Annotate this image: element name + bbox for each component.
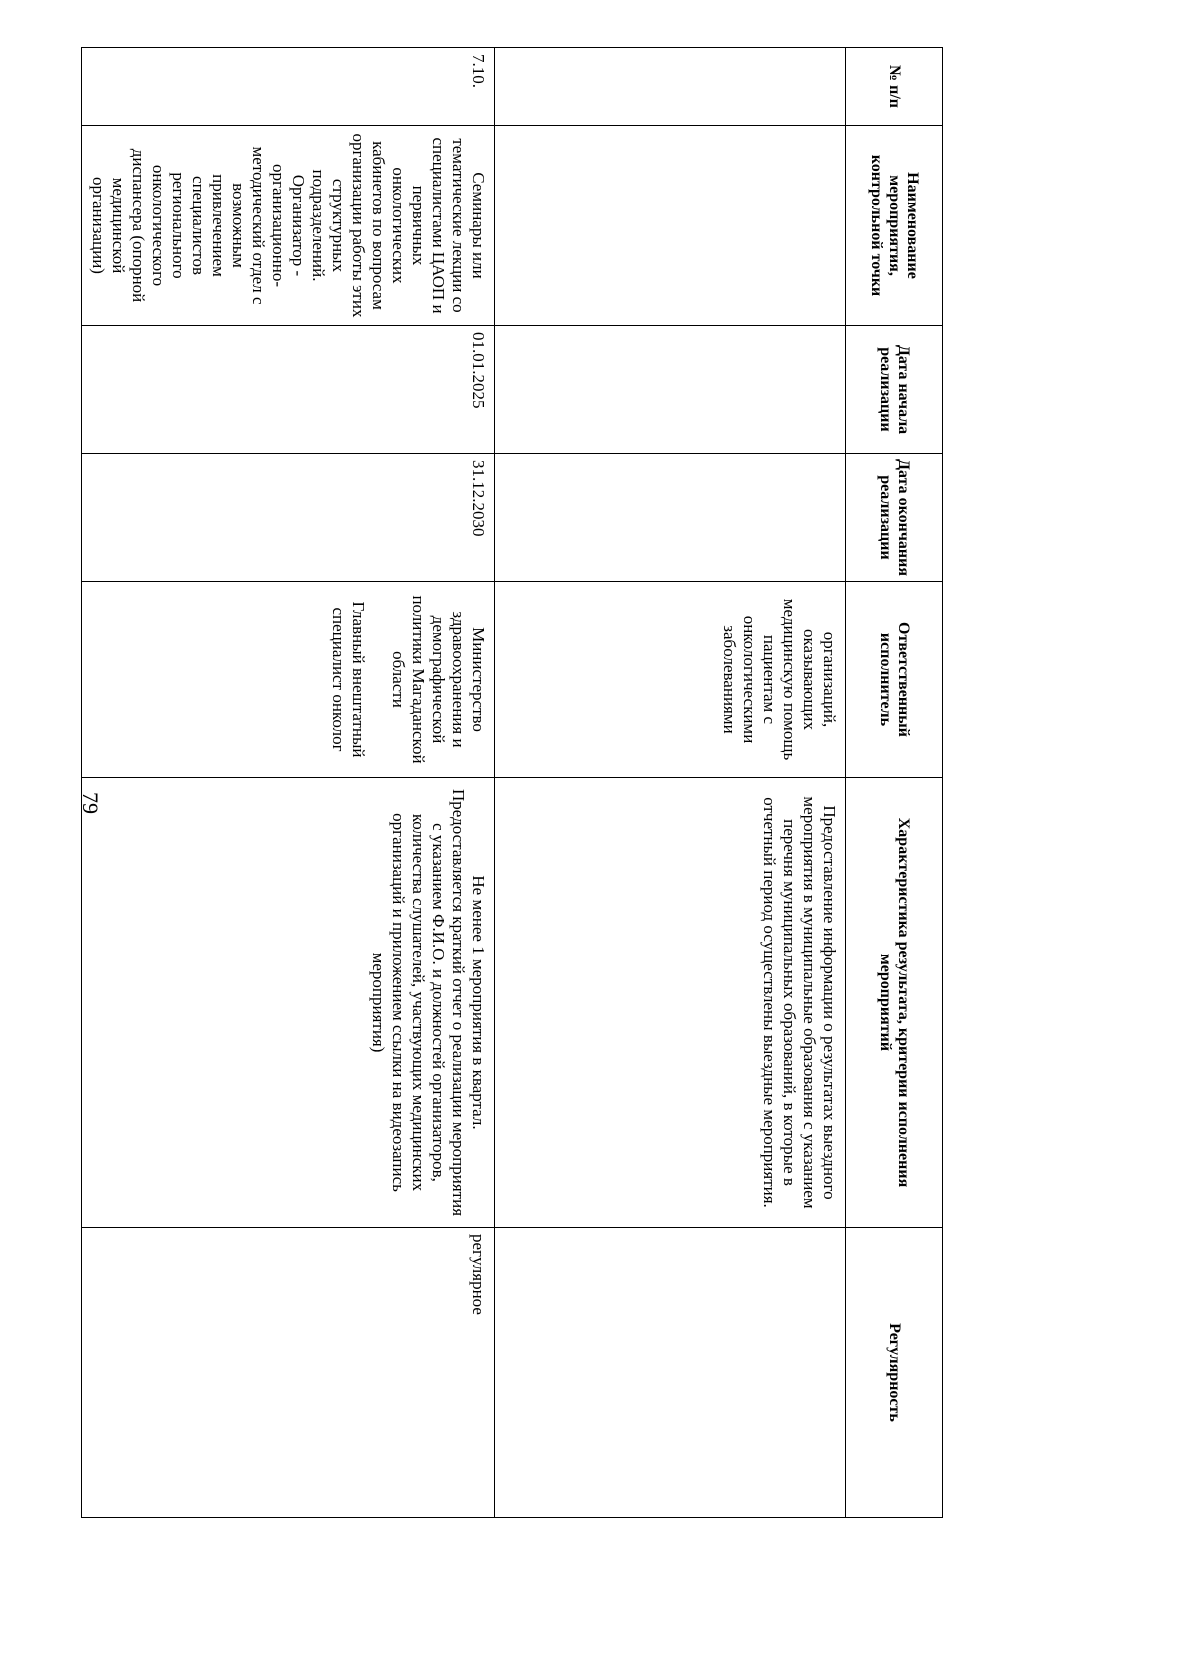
cell-result <box>82 778 495 1228</box>
header-end-date: Дата окончания реализации <box>846 454 943 582</box>
cell-number: 7.10. <box>82 48 495 126</box>
responsible-chief-specialist: Главный внештатный специалист онколог <box>329 601 368 758</box>
cell-result: Предоставление информации о результатах выездного мероприятия в муниципальные образования с указанием перечня муниципальных образований, в которые в отчетный период осуществлены выездные мероприятия. <box>495 778 846 1228</box>
cell-name: Семинары или тематические лекции со специалистами ЦАОП и первичных онкологических кабинетов по вопросам организации работы этих структурных подразделений. Организатор - организационно-методический отдел с возможным привлечением специалистов регионального онкологического диспансера (опорной медицинской организации) <box>82 126 495 326</box>
header-start-date: Дата начала реализации <box>846 326 943 454</box>
cell-start-date: 01.01.2025 <box>82 326 495 454</box>
cell-number <box>495 48 846 126</box>
table-row <box>495 48 846 1518</box>
responsible-ministry: Министерство здравоохранения и демографической политики Магаданской области <box>389 595 488 764</box>
cell-regularity: регулярное <box>82 1228 495 1518</box>
cell-name <box>495 126 846 326</box>
header-name: Наименование мероприятия, контрольной точки <box>846 126 943 326</box>
header-regularity: Регулярность <box>846 1228 943 1518</box>
cell-start-date <box>495 326 846 454</box>
result-criterion: Не менее 1 мероприятия в квартал. <box>469 875 488 1130</box>
cell-responsible <box>82 582 495 778</box>
table-row <box>82 48 495 1518</box>
cell-end-date: 31.12.2030 <box>82 454 495 582</box>
page-number: 79 <box>78 792 103 814</box>
header-responsible: Ответственный исполнитель <box>846 582 943 778</box>
header-number: № п/п <box>846 48 943 126</box>
result-report: Предоставляется краткий отчет о реализации мероприятия с указанием Ф.И.О. и должностей организаторов, количества слушателей, участвующих медицинских организаций и приложением ссылки на видеозапись мероприятия) <box>369 788 468 1217</box>
measures-table <box>81 47 943 1518</box>
cell-end-date <box>495 454 846 582</box>
header-result: Характеристика результата, критерии исполнения мероприятий <box>846 778 943 1228</box>
cell-responsible: организаций, оказывающих медицинскую помощь пациентам с онкологическими заболеваниями <box>495 582 846 778</box>
header-row <box>846 48 943 1518</box>
cell-regularity <box>495 1228 846 1518</box>
